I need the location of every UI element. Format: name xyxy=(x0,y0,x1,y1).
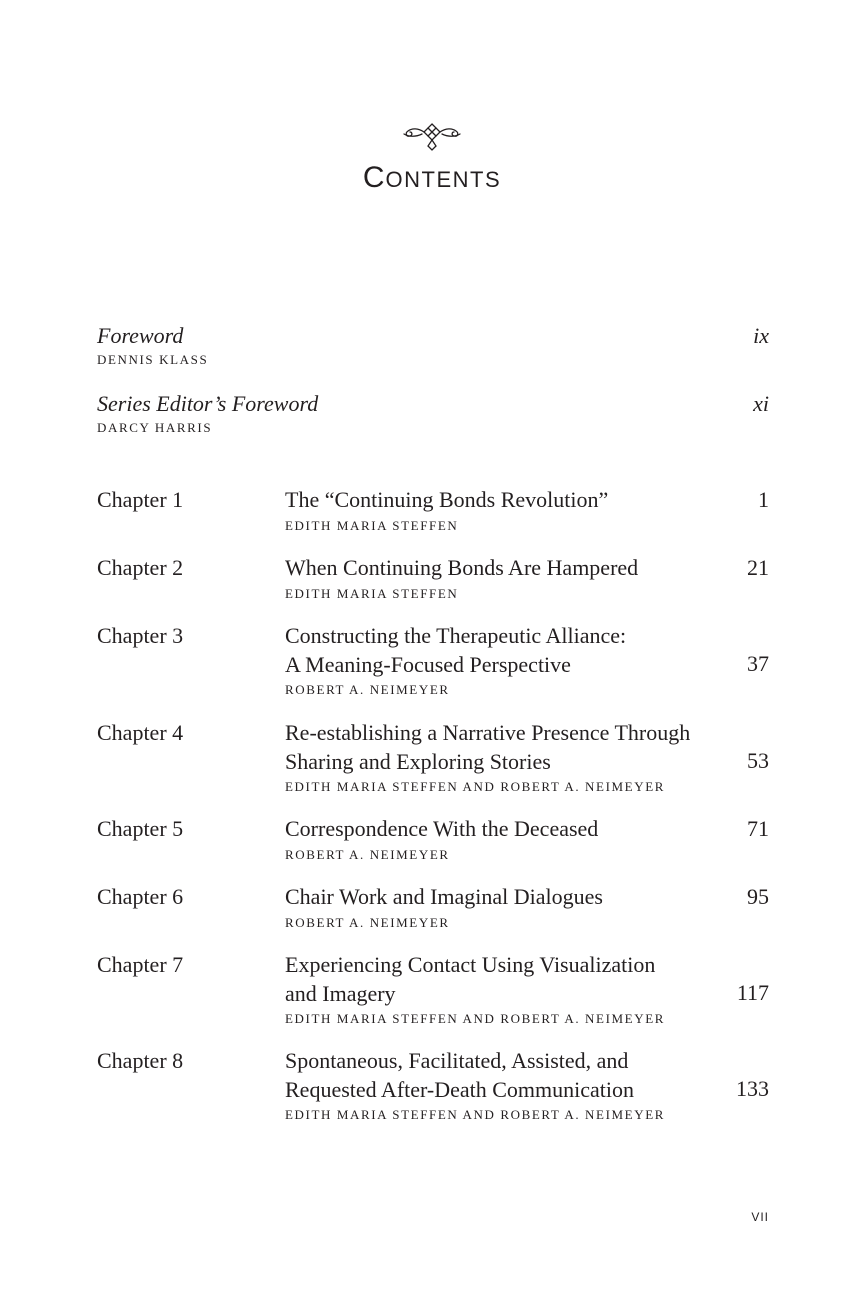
chapter-title-line: When Continuing Bonds Are Hampered xyxy=(285,555,639,580)
chapter-title-line: Chair Work and Imaginal Dialogues xyxy=(285,884,603,909)
chapter-details xyxy=(285,1047,725,1123)
chapter-details xyxy=(285,883,725,931)
entry-title: Series Editor’s Foreword xyxy=(97,391,319,416)
chapter-page-number: 117 xyxy=(736,980,769,1005)
chapter-details xyxy=(285,622,725,698)
chapter-author: EDITH MARIA STEFFEN xyxy=(285,517,459,533)
chapter-title-line: Correspondence With the Deceased xyxy=(285,816,599,841)
chapter-title-line: Constructing the Therapeutic Alliance: xyxy=(285,623,627,648)
chapter-details xyxy=(285,486,725,534)
chapter-author: EDITH MARIA STEFFEN xyxy=(285,585,459,601)
chapter-title-line: Re-establishing a Narrative Presence Through xyxy=(285,720,691,745)
entry-page-number: xi xyxy=(753,391,769,416)
chapter-title-line: Experiencing Contact Using Visualization xyxy=(285,952,656,977)
chapter-page-number: 1 xyxy=(758,487,769,512)
entry-author: DENNIS KLASS xyxy=(97,352,209,367)
chapter-author: EDITH MARIA STEFFEN AND ROBERT A. NEIMEYER xyxy=(285,779,665,794)
chapter-author: ROBERT A. NEIMEYER xyxy=(285,914,450,930)
page-title-rest: ONTENTS xyxy=(385,167,502,192)
chapter-page-number: 71 xyxy=(747,816,769,841)
entry-page-number: ix xyxy=(753,323,769,348)
chapter-label: Chapter 4 xyxy=(97,720,184,745)
chapter-label: Chapter 8 xyxy=(97,1048,184,1073)
chapter-label: Chapter 3 xyxy=(97,623,184,648)
chapter-page-number: 95 xyxy=(747,884,769,909)
chapter-title-line: A Meaning-Focused Perspective xyxy=(285,651,571,677)
chapter-details xyxy=(285,815,725,863)
chapter-label: Chapter 5 xyxy=(97,816,184,841)
chapter-title-line: Requested After-Death Communication xyxy=(285,1076,635,1102)
chapter-title-line: The “Continuing Bonds Revolution” xyxy=(285,487,609,512)
chapter-details xyxy=(285,554,725,602)
chapter-title-line: Spontaneous, Facilitated, Assisted, and xyxy=(285,1048,629,1073)
page-title-initial: C xyxy=(362,161,386,194)
entry-title: Foreword xyxy=(97,323,184,348)
entry-author: DARCY HARRIS xyxy=(97,420,213,435)
chapter-label: Chapter 1 xyxy=(97,487,184,512)
chapter-label: Chapter 7 xyxy=(97,952,184,977)
chapter-author: ROBERT A. NEIMEYER xyxy=(285,846,450,862)
chapter-author: EDITH MARIA STEFFEN AND ROBERT A. NEIMEYER xyxy=(285,1107,665,1122)
chapter-label: Chapter 6 xyxy=(97,884,184,909)
chapter-page-number: 53 xyxy=(747,748,769,773)
fleuron-ornament-icon xyxy=(400,120,464,154)
chapter-page-number: 21 xyxy=(747,555,769,580)
chapter-details xyxy=(285,719,725,795)
chapter-details xyxy=(285,951,725,1027)
chapter-page-number: 133 xyxy=(736,1076,769,1101)
chapter-label: Chapter 2 xyxy=(97,555,184,580)
chapter-title-line: and Imagery xyxy=(285,980,396,1006)
page-title xyxy=(0,158,864,200)
chapter-author: ROBERT A. NEIMEYER xyxy=(285,682,450,697)
chapter-author: EDITH MARIA STEFFEN AND ROBERT A. NEIMEYER xyxy=(285,1011,665,1026)
page-folio: VII xyxy=(751,1210,769,1224)
chapter-title-line: Sharing and Exploring Stories xyxy=(285,748,551,774)
chapter-page-number: 37 xyxy=(747,651,769,676)
